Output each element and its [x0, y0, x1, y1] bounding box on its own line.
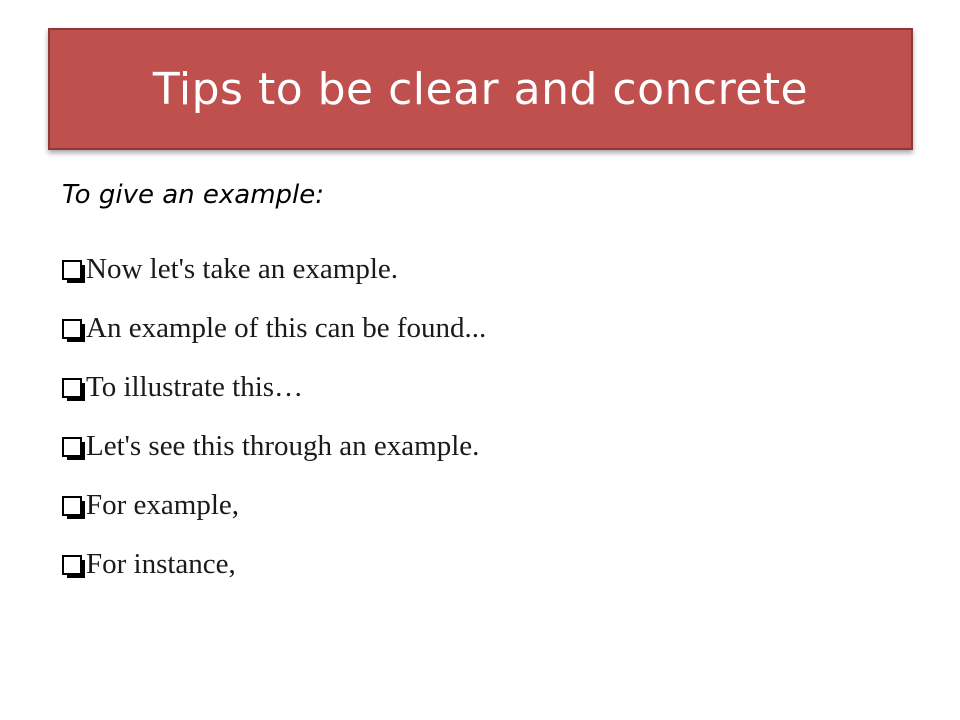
- list-item: [62, 535, 486, 594]
- list-item: [62, 299, 486, 358]
- checkbox-icon: [62, 319, 82, 339]
- checkbox-icon: [62, 378, 82, 398]
- list-item: [62, 358, 486, 417]
- bullet-list: [62, 240, 486, 594]
- intro-text: To give an example:: [62, 180, 325, 210]
- list-item: [62, 417, 486, 476]
- checkbox-icon: [62, 496, 82, 516]
- checkbox-icon: [62, 437, 82, 457]
- bullet-text: An example of this can be found...: [86, 312, 487, 344]
- list-item: [62, 476, 486, 535]
- bullet-text: Let's see this through an example.: [86, 430, 480, 462]
- list-item: [62, 240, 486, 299]
- bullet-text: For example,: [86, 489, 240, 521]
- bullet-text: To illustrate this…: [86, 371, 304, 403]
- bullet-text: Now let's take an example.: [86, 253, 399, 285]
- title-banner: [48, 28, 913, 150]
- slide-title: Tips to be clear and concrete: [152, 63, 809, 115]
- checkbox-icon: [62, 555, 82, 575]
- bullet-text: For instance,: [86, 548, 236, 580]
- checkbox-icon: [62, 260, 82, 280]
